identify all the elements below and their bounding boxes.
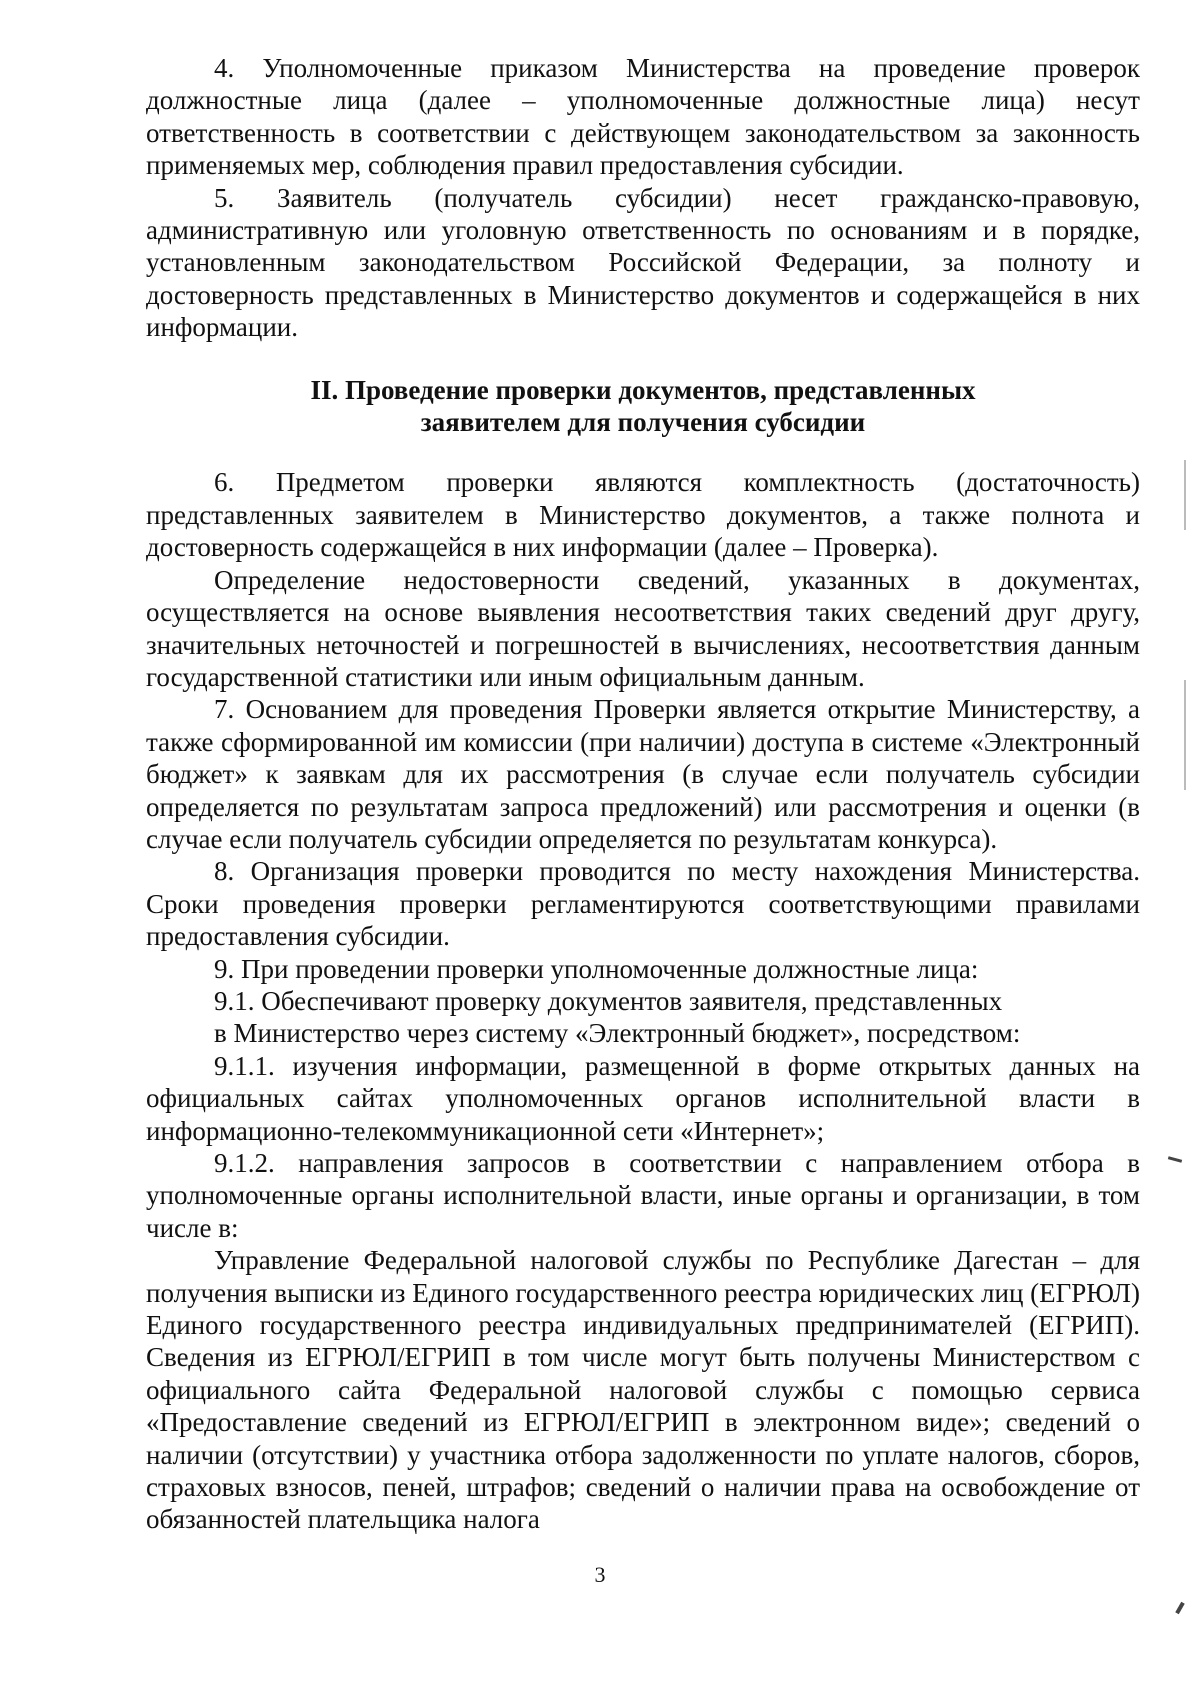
paragraph-8: 8. Организация проверки проводится по месту нахождения Министерства. Сроки проведения проверки регламентируются соответствующими правилами предоставления субсидии. [146, 856, 1140, 952]
section-heading-line-2: заявителем для получения субсидии [420, 407, 866, 438]
paragraph-9: 9. При проведении проверки уполномоченные должностные лица: [214, 953, 979, 984]
paragraph-5: 5. Заявитель (получатель субсидии) несет гражданско-правовую, административную или уголовную ответственность по основаниям и в порядке, установленным законодательством Российской Федерации, за полноту и достоверность представленных в Министерство документов и содержащейся в них информации. [146, 182, 1140, 343]
paragraph-9-1-2: 9.1.2. направления запросов в соответствии с направлением отбора в уполномоченные органы исполнительной власти, иные органы и организации, в том числе в: [146, 1148, 1140, 1243]
document-body [146, 52, 1140, 1536]
paragraph-7: 7. Основанием для проведения Проверки является открытие Министерству, а также сформированной им комиссии (при наличии) доступа в системе «Электронный бюджет» к заявкам для их рассмотрения (в случае если получатель субсидии определяется по результатам запроса предложений) или рассмотрения и оценки (в случае если получатель субсидии определяется по результатам конкурса). [146, 694, 1140, 854]
paragraph-6: 6. Предметом проверки являются комплектность (достаточность) представленных заявителем в Министерство документов, а также полнота и достоверность содержащейся в них информации (далее – Проверка). [146, 467, 1140, 563]
section-heading [146, 374, 1140, 439]
paragraph-9-1: 9.1. Обеспечивают проверку документов заявителя, представленных [214, 985, 1003, 1016]
paragraph-4: 4. Уполномоченные приказом Министерства на проведение проверок должностные лица (далее – уполномоченные должностные лица) несут ответственность в соответствии с действующем законодательством за законность применяемых мер, соблюдения правил предоставления субсидии. [146, 53, 1140, 181]
paragraph-9-1-continued: в Министерство через систему «Электронный бюджет», посредством: [214, 1018, 1021, 1049]
section-heading-line-1: II. Проведение проверки документов, представленных [310, 374, 976, 405]
paragraph-fns: Управление Федеральной налоговой службы по Республике Дагестан – для получения выписки из Единого государственного реестра юридических лиц (ЕГРЮЛ) Единого государственного реестра индивидуальных предпринимателей (ЕГРИП). Сведения из ЕГРЮЛ/ЕГРИП в том числе могут быть получены Министерством с официального сайта Федеральной налоговой службы с помощью сервиса «Предоставление сведений из ЕГРЮЛ/ЕГРИП в электронном виде»; сведений о наличии (отсутствии) у участника отбора задолженности по уплате налогов, сборов, страховых взносов, пеней, штрафов; сведений о наличии права на освобождение от обязанностей плательщика налога [146, 1245, 1140, 1535]
scan-mark-right-1 [1184, 460, 1186, 530]
page-number: 3 [594, 1562, 606, 1587]
scan-mark-right-3 [1168, 1156, 1182, 1163]
paragraph-6-definition: Определение недостоверности сведений, указанных в документах, осуществляется на основе выявления несоответствия таких сведений друг другу, значительных неточностей и погрешностей в вычислениях, несоответствия данным государственной статистики или иным официальным данным. [146, 564, 1140, 692]
scan-mark-right-2 [1184, 680, 1186, 790]
paragraph-9-1-1: 9.1.1. изучения информации, размещенной в форме открытых данных на официальных сайтах уполномоченных органов исполнительной власти в информационно-телекоммуникационной сети «Интернет»; [146, 1050, 1140, 1146]
scan-mark-right-4 [1175, 1602, 1184, 1614]
